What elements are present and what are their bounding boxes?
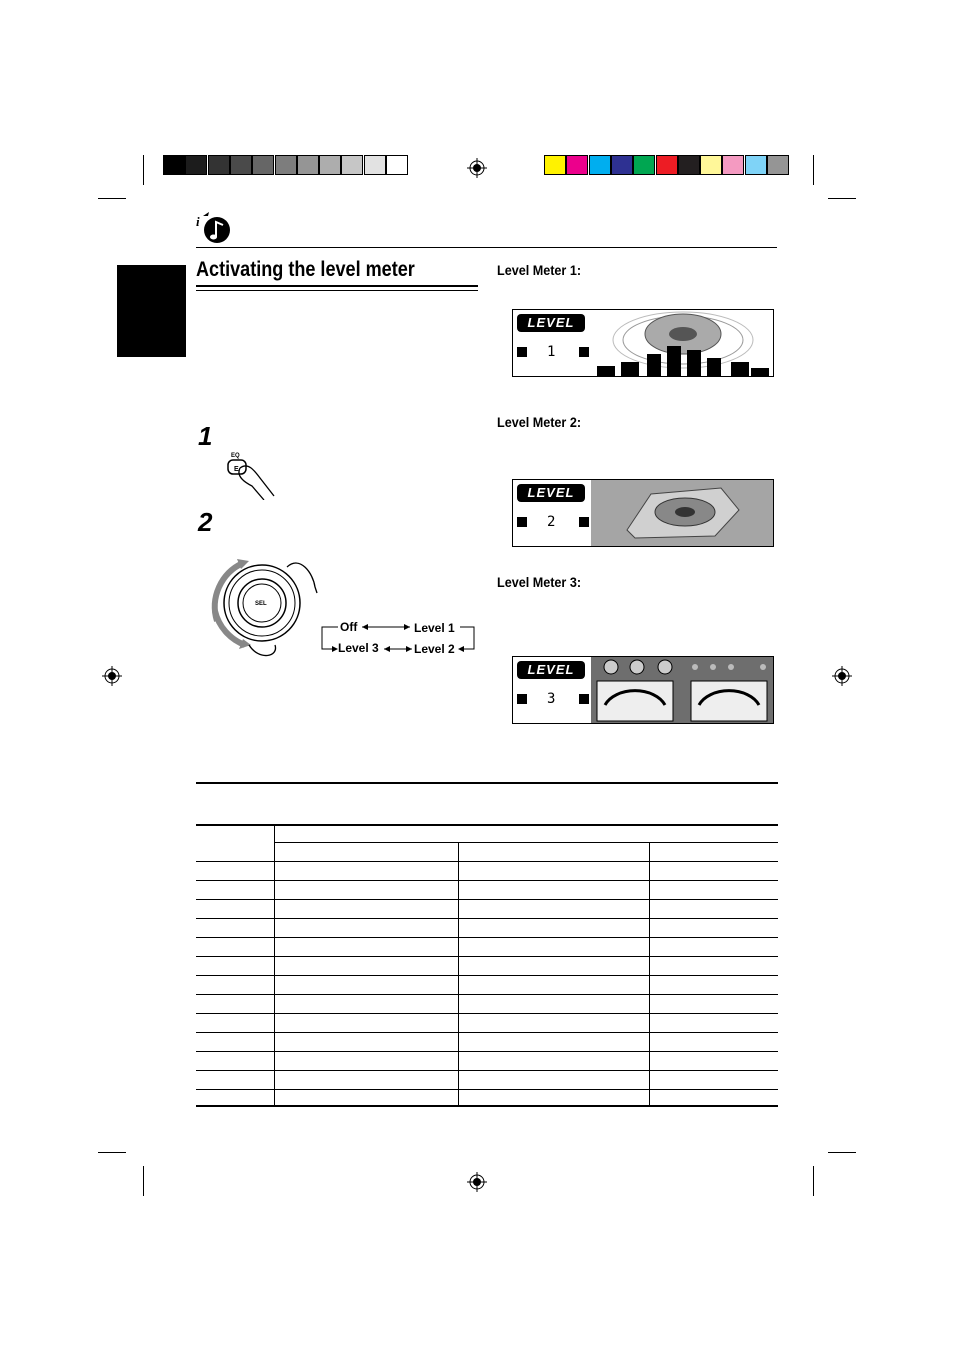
color-swatch [745, 155, 767, 175]
color-swatch [767, 155, 789, 175]
lcd-indicator [579, 517, 589, 527]
table-column-rule [458, 842, 459, 1106]
color-swatch [566, 155, 588, 175]
meter-label: Level Meter 1: [497, 262, 582, 278]
table-rule [196, 937, 778, 938]
lcd-indicator [579, 347, 589, 357]
color-swatch [700, 155, 722, 175]
table-rule [196, 1032, 778, 1033]
level-meter-3-display [512, 656, 774, 724]
crop-mark [143, 155, 144, 185]
speaker-graphic-icon [595, 310, 774, 377]
color-swatch [722, 155, 744, 175]
meter-label: Level Meter 2: [497, 414, 582, 430]
sel-knob-icon [205, 553, 320, 663]
color-swatch [252, 155, 274, 175]
music-note-icon [196, 210, 232, 244]
color-swatch [386, 155, 408, 175]
flow-arrows [318, 618, 478, 658]
lcd-indicator [579, 694, 589, 704]
lcd-number: 2 [547, 514, 556, 530]
lcd-indicator [517, 517, 527, 527]
table-rule [196, 1089, 778, 1090]
table-rule [196, 1051, 778, 1052]
table-rule [196, 824, 778, 826]
title-rule [196, 285, 478, 287]
color-swatch [275, 155, 297, 175]
color-swatch [297, 155, 319, 175]
color-swatch [230, 155, 252, 175]
table-column-rule [274, 824, 275, 1106]
crop-mark [813, 155, 814, 185]
vu-meters-icon [591, 657, 774, 724]
color-swatch [208, 155, 230, 175]
color-swatch [656, 155, 678, 175]
flow-level2: Level 2 [414, 642, 455, 656]
color-swatch [611, 155, 633, 175]
lcd-number: 3 [547, 691, 556, 707]
svg-text:SEL: SEL [255, 601, 267, 607]
svg-text:E: E [234, 466, 239, 473]
svg-text:EQ: EQ [231, 453, 240, 459]
header-rule [196, 247, 777, 248]
crop-mark [98, 198, 126, 199]
table-rule [196, 1013, 778, 1014]
lcd-level-word: LEVEL [517, 661, 585, 679]
flow-level1: Level 1 [414, 621, 455, 635]
color-swatch [589, 155, 611, 175]
lcd-number: 1 [547, 344, 556, 360]
table-rule [196, 880, 778, 881]
table-rule [274, 842, 778, 843]
meter-label: Level Meter 3: [497, 574, 582, 590]
table-rule [196, 1105, 778, 1107]
color-swatch [633, 155, 655, 175]
color-swatch [678, 155, 700, 175]
level-meter-2-display [512, 479, 774, 547]
crop-mark [98, 1152, 126, 1153]
language-tab [117, 265, 186, 357]
table-rule [196, 1070, 778, 1071]
lcd-level-word: LEVEL [517, 484, 585, 502]
flow-level3: Level 3 [338, 641, 379, 655]
color-swatch [341, 155, 363, 175]
color-swatch [544, 155, 566, 175]
title-rule [196, 290, 478, 291]
crop-mark [813, 1166, 814, 1196]
registration-mark-icon [832, 666, 852, 686]
step-number: 2 [198, 507, 213, 537]
registration-mark-icon [467, 1172, 487, 1192]
table-rule [196, 861, 778, 862]
table-column-rule [649, 842, 650, 1106]
color-swatch [185, 155, 207, 175]
lcd-indicator [517, 694, 527, 704]
svg-text:i: i [196, 214, 200, 229]
table-rule [196, 918, 778, 919]
level-meter-1-display [512, 309, 774, 377]
crop-mark [828, 198, 856, 199]
lcd-level-word: LEVEL [517, 314, 585, 332]
table-rule [196, 956, 778, 957]
step-number: 1 [198, 421, 213, 451]
speaker-graphic-icon [591, 480, 774, 547]
eq-button-press-icon [222, 448, 278, 500]
crop-mark [143, 1166, 144, 1196]
section-rule [196, 782, 778, 784]
lcd-indicator [517, 347, 527, 357]
crop-mark [828, 1152, 856, 1153]
table-rule [196, 994, 778, 995]
registration-mark-icon [102, 666, 122, 686]
registration-mark-icon [467, 158, 487, 178]
color-swatch [163, 155, 185, 175]
flow-off: Off [340, 620, 358, 634]
color-swatch [319, 155, 341, 175]
color-swatch [364, 155, 386, 175]
table-rule [196, 975, 778, 976]
page-title: Activating the level meter [196, 258, 415, 281]
table-rule [196, 899, 778, 900]
